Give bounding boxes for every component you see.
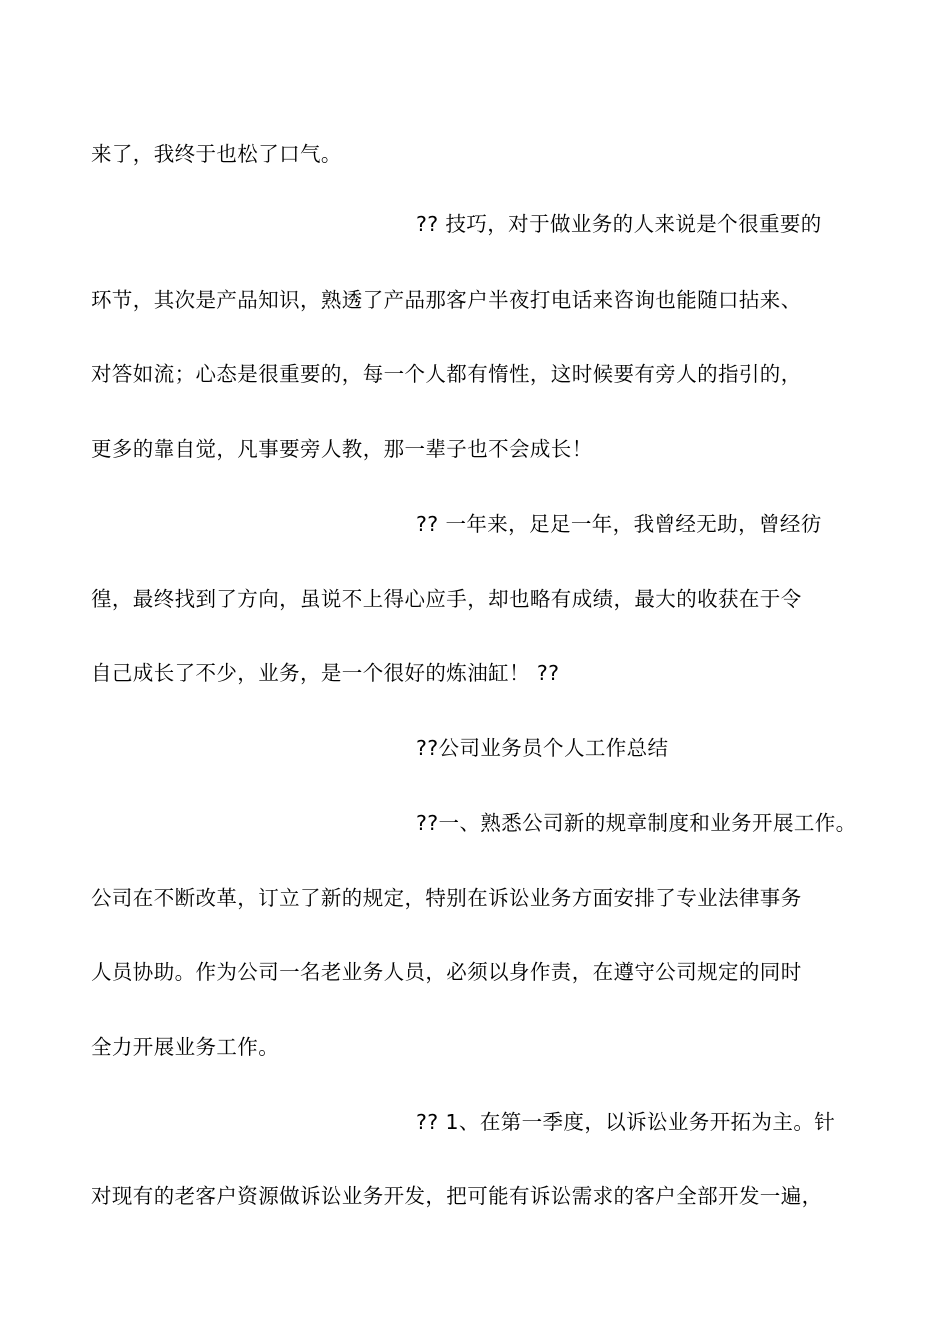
text-line: 公司在不断改革，订立了新的规定，特别在诉讼业务方面安排了专业法律事务: [91, 886, 802, 910]
text-line: 来了，我终于也松了口气。: [91, 142, 342, 166]
text-line: ?? 一年来，足足一年，我曾经无助，曾经彷: [416, 512, 822, 536]
text-line: ?? 技巧，对于做业务的人来说是个很重要的: [416, 212, 822, 236]
text-line: 全力开展业务工作。: [91, 1035, 280, 1059]
text-line: 自己成长了不少，业务，是一个很好的炼油缸！ ??: [91, 661, 560, 685]
text-line: 对答如流；心态是很重要的，每一个人都有惰性，这时候要有旁人的指引的，: [91, 362, 802, 386]
text-line: 环节，其次是产品知识，熟透了产品那客户半夜打电话来咨询也能随口拈来、: [91, 288, 802, 312]
text-line: 更多的靠自觉，凡事要旁人教，那一辈子也不会成长！: [91, 437, 593, 461]
text-line: 徨，最终找到了方向，虽说不上得心应手，却也略有成绩，最大的收获在于令: [91, 587, 802, 611]
text-line: 对现有的老客户资源做诉讼业务开发，把可能有诉讼需求的客户全部开发一遍，: [91, 1184, 823, 1208]
text-line: 人员协助。作为公司一名老业务人员，必须以身作责，在遵守公司规定的同时: [91, 960, 802, 984]
section-title: ??公司业务员个人工作总结: [416, 736, 669, 760]
text-line: ?? 1、在第一季度，以诉讼业务开拓为主。针: [416, 1110, 836, 1134]
text-line: ??一、熟悉公司新的规章制度和业务开展工作。: [416, 811, 857, 835]
